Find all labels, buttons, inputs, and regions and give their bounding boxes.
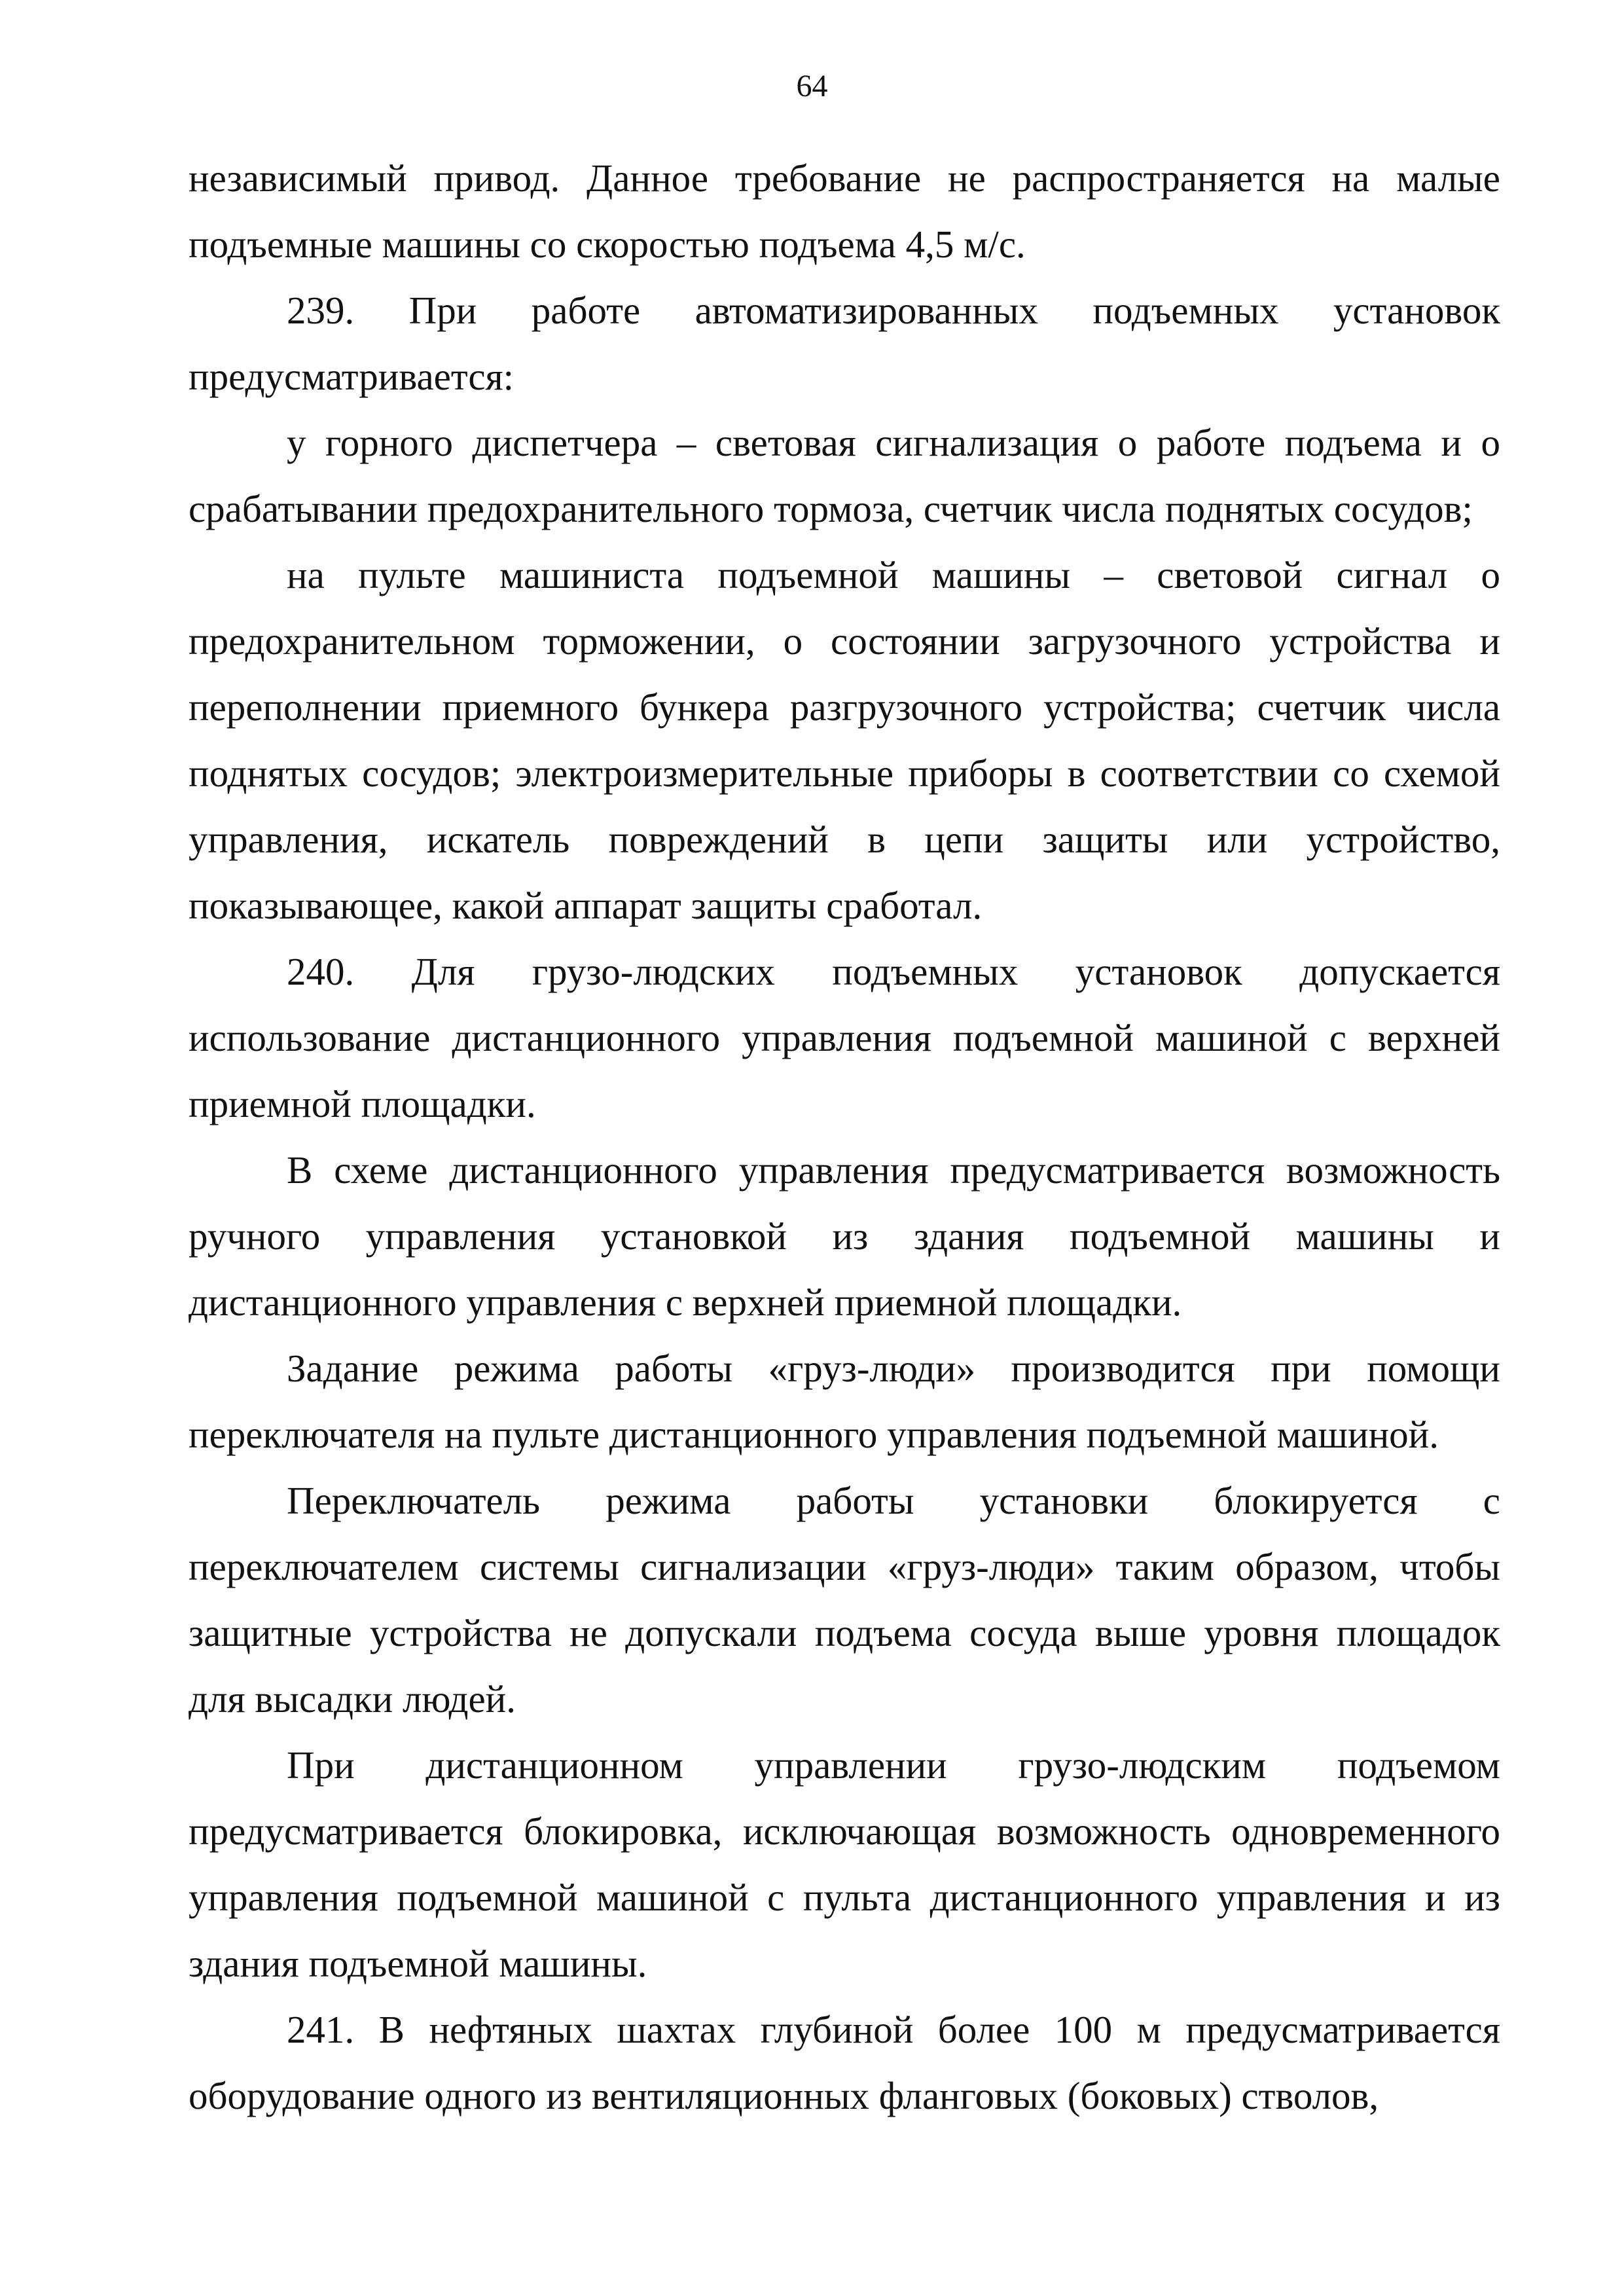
paragraph-continuation: независимый привод. Данное требование не распространяется на малые подъемные машины со скоростью подъема 4,5 м/с. — [189, 156, 1500, 266]
paragraph-remote-scheme: В схеме дистанционного управления предусматривается возможность ручного управления установкой из здания подъемной машины и дистанционного управления с верхней приемной площадки. — [189, 1148, 1500, 1324]
paragraph-mode-switch: Переключатель режима работы установки блокируется с переключателем системы сигнализации «груз-люди» таким образом, чтобы защитные устройства не допускали подъема сосуда выше уровня площадок для высадки людей. — [189, 1479, 1500, 1721]
paragraph-clause-240: 240. Для грузо-людских подъемных установок допускается использование дистанционного управления подъемной машиной с верхней приемной площадки. — [189, 950, 1500, 1125]
paragraph-operator-console: на пульте машиниста подъемной машины – световой сигнал о предохранительном торможении, о состоянии загрузочного устройства и переполнении приемного бункера разгрузочного устройства; счетчик числа поднятых сосудов; электроизмерительные приборы в соответствии со схемой управления, искатель повреждений в цепи защиты или устройство, показывающее, какой аппарат защиты сработал. — [189, 553, 1500, 927]
paragraph-dispatcher: у горного диспетчера – световая сигнализация о работе подъема и о срабатывании предохранительного тормоза, счетчик числа поднятых сосудов; — [189, 421, 1500, 530]
document-body — [189, 145, 1500, 2129]
paragraph-clause-239: 239. При работе автоматизированных подъемных установок предусматривается: — [189, 289, 1500, 398]
paragraph-mode-setting: Задание режима работы «груз-люди» производится при помощи переключателя на пульте дистанционного управления подъемной машиной. — [189, 1347, 1500, 1456]
page-number: 64 — [796, 69, 828, 103]
paragraph-interlock: При дистанционном управлении грузо-людским подъемом предусматривается блокировка, исключающая возможность одновременного управления подъемной машиной с пульта дистанционного управления и из здания подъемной машины. — [189, 1743, 1500, 1985]
paragraph-clause-241: 241. В нефтяных шахтах глубиной более 100 м предусматривается оборудование одного из вентиляционных фланговых (боковых) стволов, — [189, 2008, 1500, 2117]
